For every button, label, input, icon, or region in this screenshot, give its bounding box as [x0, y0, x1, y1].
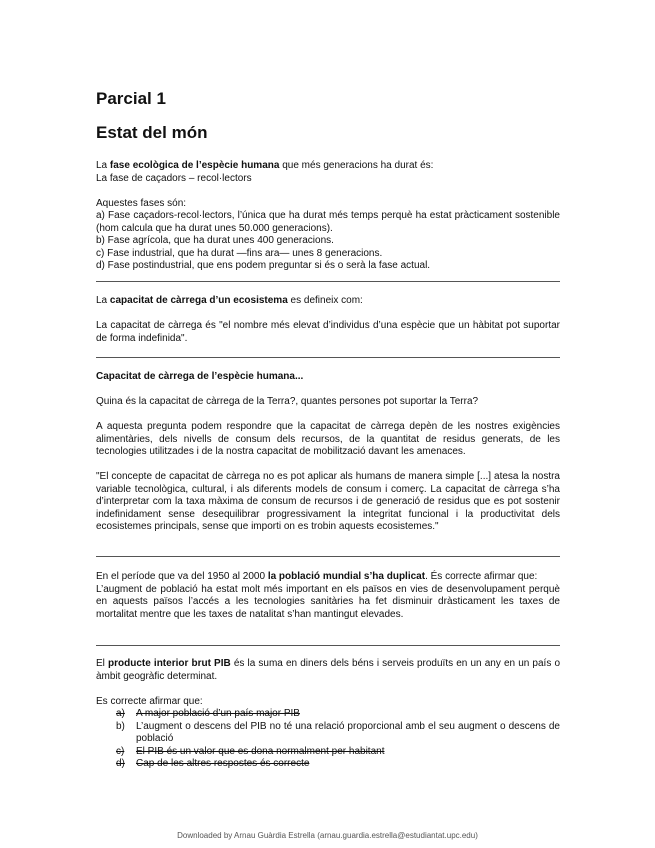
divider — [96, 645, 560, 646]
answer-text: La fase de caçadors – recol·lectors — [96, 172, 252, 184]
option-a: a) A major població d’un país major PIB — [116, 708, 300, 719]
section-carrying-capacity — [96, 295, 560, 345]
question-text: La fase ecològica de l’espècie humana que més generacions ha durat és: — [96, 160, 434, 171]
option-d: d) Cap de les altres respostes és correcte — [116, 758, 310, 769]
section-gdp — [96, 658, 560, 771]
divider — [96, 556, 560, 557]
section-human-capacity — [96, 371, 560, 534]
section-population — [96, 571, 560, 621]
question-text: En el període que va del 1950 al 2000 la població mundial s’ha duplicat. És correcte afirmar que: — [96, 571, 538, 582]
partial-heading: Parcial 1 — [96, 89, 166, 108]
phase-item: a) Fase caçadors-recol·lectors, l’única que ha durat més temps perquè ha estat pràcticament sostenible (hom calcula que ha durat unes 50.000 generacions). — [96, 210, 560, 234]
phase-item: b) Fase agrícola, que ha durat unes 400 generacions. — [96, 235, 334, 246]
question-text: El producte interior brut PIB és la suma en diners dels béns i serveis produïts en un any en un país o àmbit geogràfic determinat. — [96, 658, 561, 682]
divider — [96, 281, 560, 282]
section-title: Capacitat de càrrega de l’espècie humana... — [96, 371, 304, 382]
answer-paragraph: A aquesta pregunta podem respondre que la capacitat de càrrega depèn de les nostres exigències alimentàries, dels nivells de consum dels recursos, de la quantitat de residus generats, de les tecnologies utilitzades i de la nostra capacitat de mobilització davant les amenaces. — [96, 421, 560, 457]
answer-text: La capacitat de càrrega és "el nombre més elevat d’individus d’una espècie que un hàbitat pot suportar de forma indefinida". — [96, 320, 560, 344]
download-footer: Downloaded by Arnau Guàrdia Estrella (arnau.guardia.estrella@estudiantat.upc.edu) — [177, 831, 478, 840]
question-text: La capacitat de càrrega d’un ecosistema es defineix com: — [96, 295, 363, 306]
section-ecological-phase — [96, 160, 560, 273]
quote-paragraph: "El concepte de capacitat de càrrega no es pot aplicar als humans de manera simple [...] atesa la nostra variable tecnològica, cultural, i als diferents models de consum i comerç. La capacitat de càrrega s’ha d’interpretar com la taxa màxima de consum de recursos i de generació de residus que es pot sostenir indefinidament sense desequilibrar progressivament la integritat funcional i la productivitat dels ecosistemes principals, sense que importi on es trobin aquests ecosistemes." — [96, 471, 560, 532]
divider — [96, 357, 560, 358]
question-text: Quina és la capacitat de càrrega de la Terra?, quantes persones pot suportar la Terra? — [96, 396, 479, 407]
answer-text: L’augment de població ha estat molt més important en els països en vies de desenvolupament perquè en aquests països l’accés a les tecnologies sanitàries ha fet disminuir dràsticament les taxes de mortalitat mentre que les taxes de natalitat s’han mantingut elevades. — [96, 583, 560, 620]
answer-options — [96, 708, 560, 771]
phases-intro: Aquestes fases són: — [96, 197, 187, 209]
options-intro: Es correcte afirmar que: — [96, 695, 203, 707]
option-c: c) El PIB és un valor que es dona normalment per habitant — [116, 745, 385, 757]
phase-item: d) Fase postindustrial, que ens podem preguntar si és o serà la fase actual. — [96, 260, 431, 271]
option-b: b) L’augment o descens del PIB no té una relació proporcional amb el seu augment o descens de població — [116, 720, 560, 744]
phase-item: c) Fase industrial, que ha durat —fins ara— unes 8 generacions. — [96, 247, 383, 259]
page-title: Estat del món — [96, 123, 208, 142]
